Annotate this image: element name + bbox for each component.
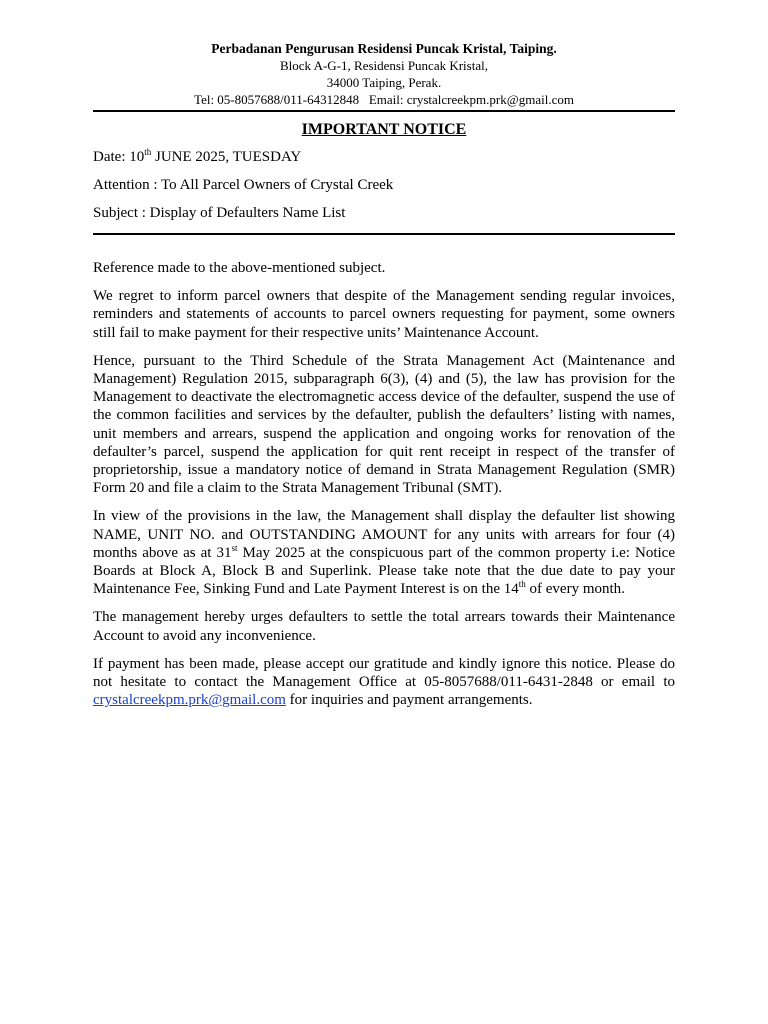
notice-body	[93, 259, 675, 709]
display-list-text-2: May 2025 at the conspicuous part of the common property i.e: Notice Boards at Block A, Block B and Superlink. Please take note that the due date to pay your Maintenance Fee, Sinking Fund and Late Payment Interest is on the 14	[93, 544, 675, 598]
notice-page	[93, 40, 675, 719]
notice-title: IMPORTANT NOTICE	[301, 121, 467, 138]
paragraph-regret: We regret to inform parcel owners that despite of the Management sending regular invoices, reminders and statements of accounts to parcel owners requesting for payment, some owners still fail to make payment for their respective units’ Maintenance Account.	[93, 288, 675, 341]
paragraph-urge: The management hereby urges defaulters to settle the total arrears towards their Maintenance Account to avoid any inconvenience.	[93, 609, 675, 644]
header-divider	[93, 110, 675, 112]
display-list-ordinal-2: th	[518, 579, 526, 590]
date-ordinal: th	[144, 147, 152, 157]
paragraph-display-list	[93, 507, 675, 598]
contact-text-2: for inquiries and payment arrangements.	[285, 692, 533, 709]
contact-line: Tel: 05-8057688/011-64312848 Email: crystalcreekpm.prk@gmail.com	[194, 92, 574, 107]
address-line-1: Block A-G-1, Residensi Puncak Kristal,	[280, 58, 488, 73]
meta-divider	[93, 233, 675, 235]
letterhead	[93, 40, 675, 108]
notice-attention: Attention : To All Parcel Owners of Crystal Creek	[93, 177, 394, 193]
notice-subject: Subject : Display of Defaulters Name List	[93, 205, 346, 221]
paragraph-contact	[93, 655, 675, 710]
date-rest: JUNE 2025, TUESDAY	[151, 149, 302, 165]
contact-text-1: If payment has been made, please accept our gratitude and kindly ignore this notice. Please do not hesitate to contact the Management Office at 05-8057688/011-6431-2848 or email to	[93, 655, 675, 691]
display-list-ordinal-1: st	[231, 542, 238, 553]
notice-meta	[93, 148, 675, 222]
address-line-2: 34000 Taiping, Perak.	[326, 75, 442, 90]
display-list-text-3: of every month.	[525, 581, 625, 598]
paragraph-legal-provision: Hence, pursuant to the Third Schedule of the Strata Management Act (Maintenance and Management) Regulation 2015, subparagraph 6(3), (4) and (5), the law has provision for the Management to deactivate the electromagnetic access device of the defaulter, suspend the use of the common facilities and services by the defaulter, publish the defaulters’ listing with names, unit members and arrears, suspend the application and ongoing works for renovation of the defaulter’s parcel, suspend the application for quit rent receipt in respect of the transfer of proprietorship, issue a mandatory notice of demand in Strata Management Regulation (SMR) Form 20 and file a claim to the Strata Management Tribunal (SMT).	[93, 352, 675, 497]
paragraph-reference: Reference made to the above-mentioned subject.	[93, 260, 386, 276]
email-link[interactable]: crystalcreekpm.prk@gmail.com	[93, 692, 286, 709]
notice-date	[93, 148, 675, 166]
organization-name: Perbadanan Pengurusan Residensi Puncak Kristal, Taiping.	[211, 41, 557, 56]
display-list-text-1: In view of the provisions in the law, the Management shall display the defaulter list showing NAME, UNIT NO. and OUTSTANDING AMOUNT for any units with arrears for four (4) months above as at 31	[93, 508, 675, 561]
date-prefix: Date: 10	[93, 149, 145, 165]
